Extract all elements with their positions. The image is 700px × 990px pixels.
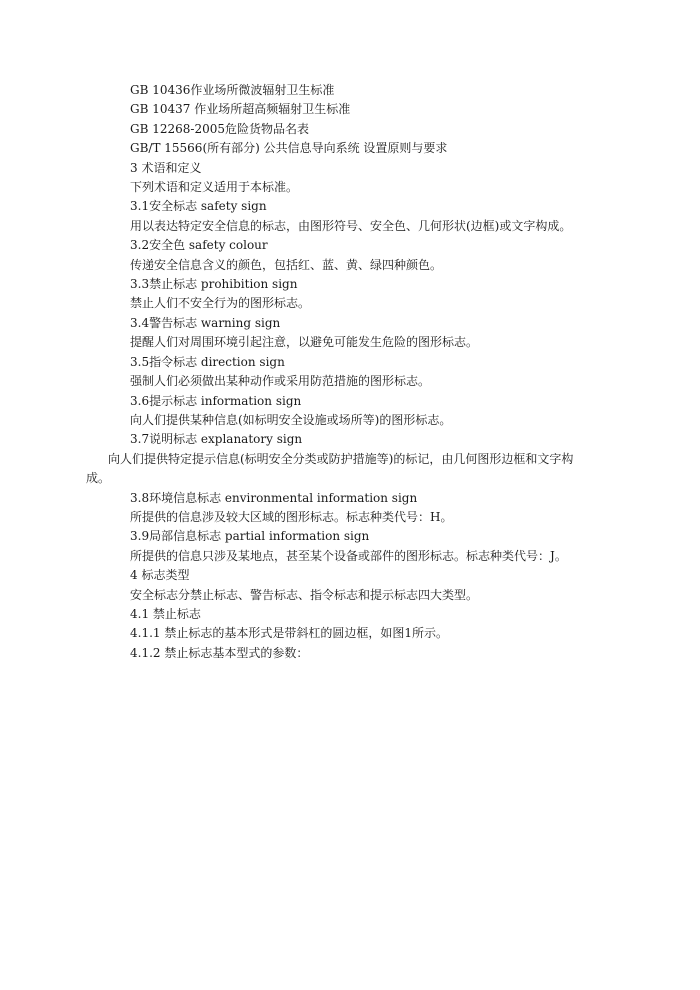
term-heading-3-1: 3.1安全标志 safety sign [130, 199, 267, 214]
term-definition-3-7: 向人们提供特定提示信息(标明安全分类或防护措施等)的标记，由几何图形边框和文字构成。 [86, 451, 574, 486]
paragraph: 下列术语和定义适用于本标准。 [130, 180, 299, 195]
section-heading-3: 3 术语和定义 [130, 160, 202, 175]
term-heading-3-9: 3.9局部信息标志 partial information sign [130, 529, 370, 544]
clause-4-1-1: 4.1.1 禁止标志的基本形式是带斜杠的圆边框，如图1所示。 [130, 626, 448, 641]
section-heading-4: 4 标志类型 [130, 568, 190, 583]
subsection-heading-4-1: 4.1 禁止标志 [130, 606, 201, 621]
term-heading-3-7: 3.7说明标志 explanatory sign [130, 432, 303, 447]
term-definition-3-8: 所提供的信息涉及较大区域的图形标志。标志种类代号：H。 [130, 509, 453, 524]
clause-4-1-2: 4.1.2 禁止标志基本型式的参数： [130, 645, 309, 660]
ref-gb-12268: GB 12268-2005危险货物品名表 [130, 121, 309, 136]
term-heading-3-3: 3.3禁止标志 prohibition sign [130, 277, 298, 292]
term-heading-3-5: 3.5指令标志 direction sign [130, 354, 285, 369]
ref-gbt-15566: GB/T 15566(所有部分) 公共信息导向系统 设置原则与要求 [130, 141, 448, 156]
term-definition-3-1: 用以表达特定安全信息的标志，由图形符号、安全色、几何形状(边框)或文字构成。 [130, 218, 572, 233]
term-definition-3-5: 强制人们必须做出某种动作或采用防范措施的图形标志。 [130, 374, 431, 389]
term-definition-3-3: 禁止人们不安全行为的图形标志。 [130, 296, 311, 311]
term-heading-3-2: 3.2安全色 safety colour [130, 238, 268, 253]
ref-gb-10436: GB 10436作业场所微波辐射卫生标准 [130, 83, 335, 97]
ref-gb-10437: GB 10437 作业场所超高频辐射卫生标准 [130, 102, 351, 117]
term-definition-3-2: 传递安全信息含义的颜色，包括红、蓝、黄、绿四种颜色。 [130, 257, 443, 272]
term-definition-3-6: 向人们提供某种信息(如标明安全设施或场所等)的图形标志。 [130, 412, 452, 427]
term-definition-3-9: 所提供的信息只涉及某地点，甚至某个设备或部件的图形标志。标志种类代号：J。 [130, 548, 567, 563]
term-heading-3-6: 3.6提示标志 information sign [130, 393, 302, 408]
document-body [86, 81, 608, 663]
term-heading-3-4: 3.4警告标志 warning sign [130, 315, 281, 330]
term-heading-3-8: 3.8环境信息标志 environmental information sign [130, 490, 418, 505]
term-definition-3-4: 提醒人们对周围环境引起注意，以避免可能发生危险的图形标志。 [130, 335, 479, 350]
paragraph: 安全标志分禁止标志、警告标志、指令标志和提示标志四大类型。 [130, 587, 479, 602]
